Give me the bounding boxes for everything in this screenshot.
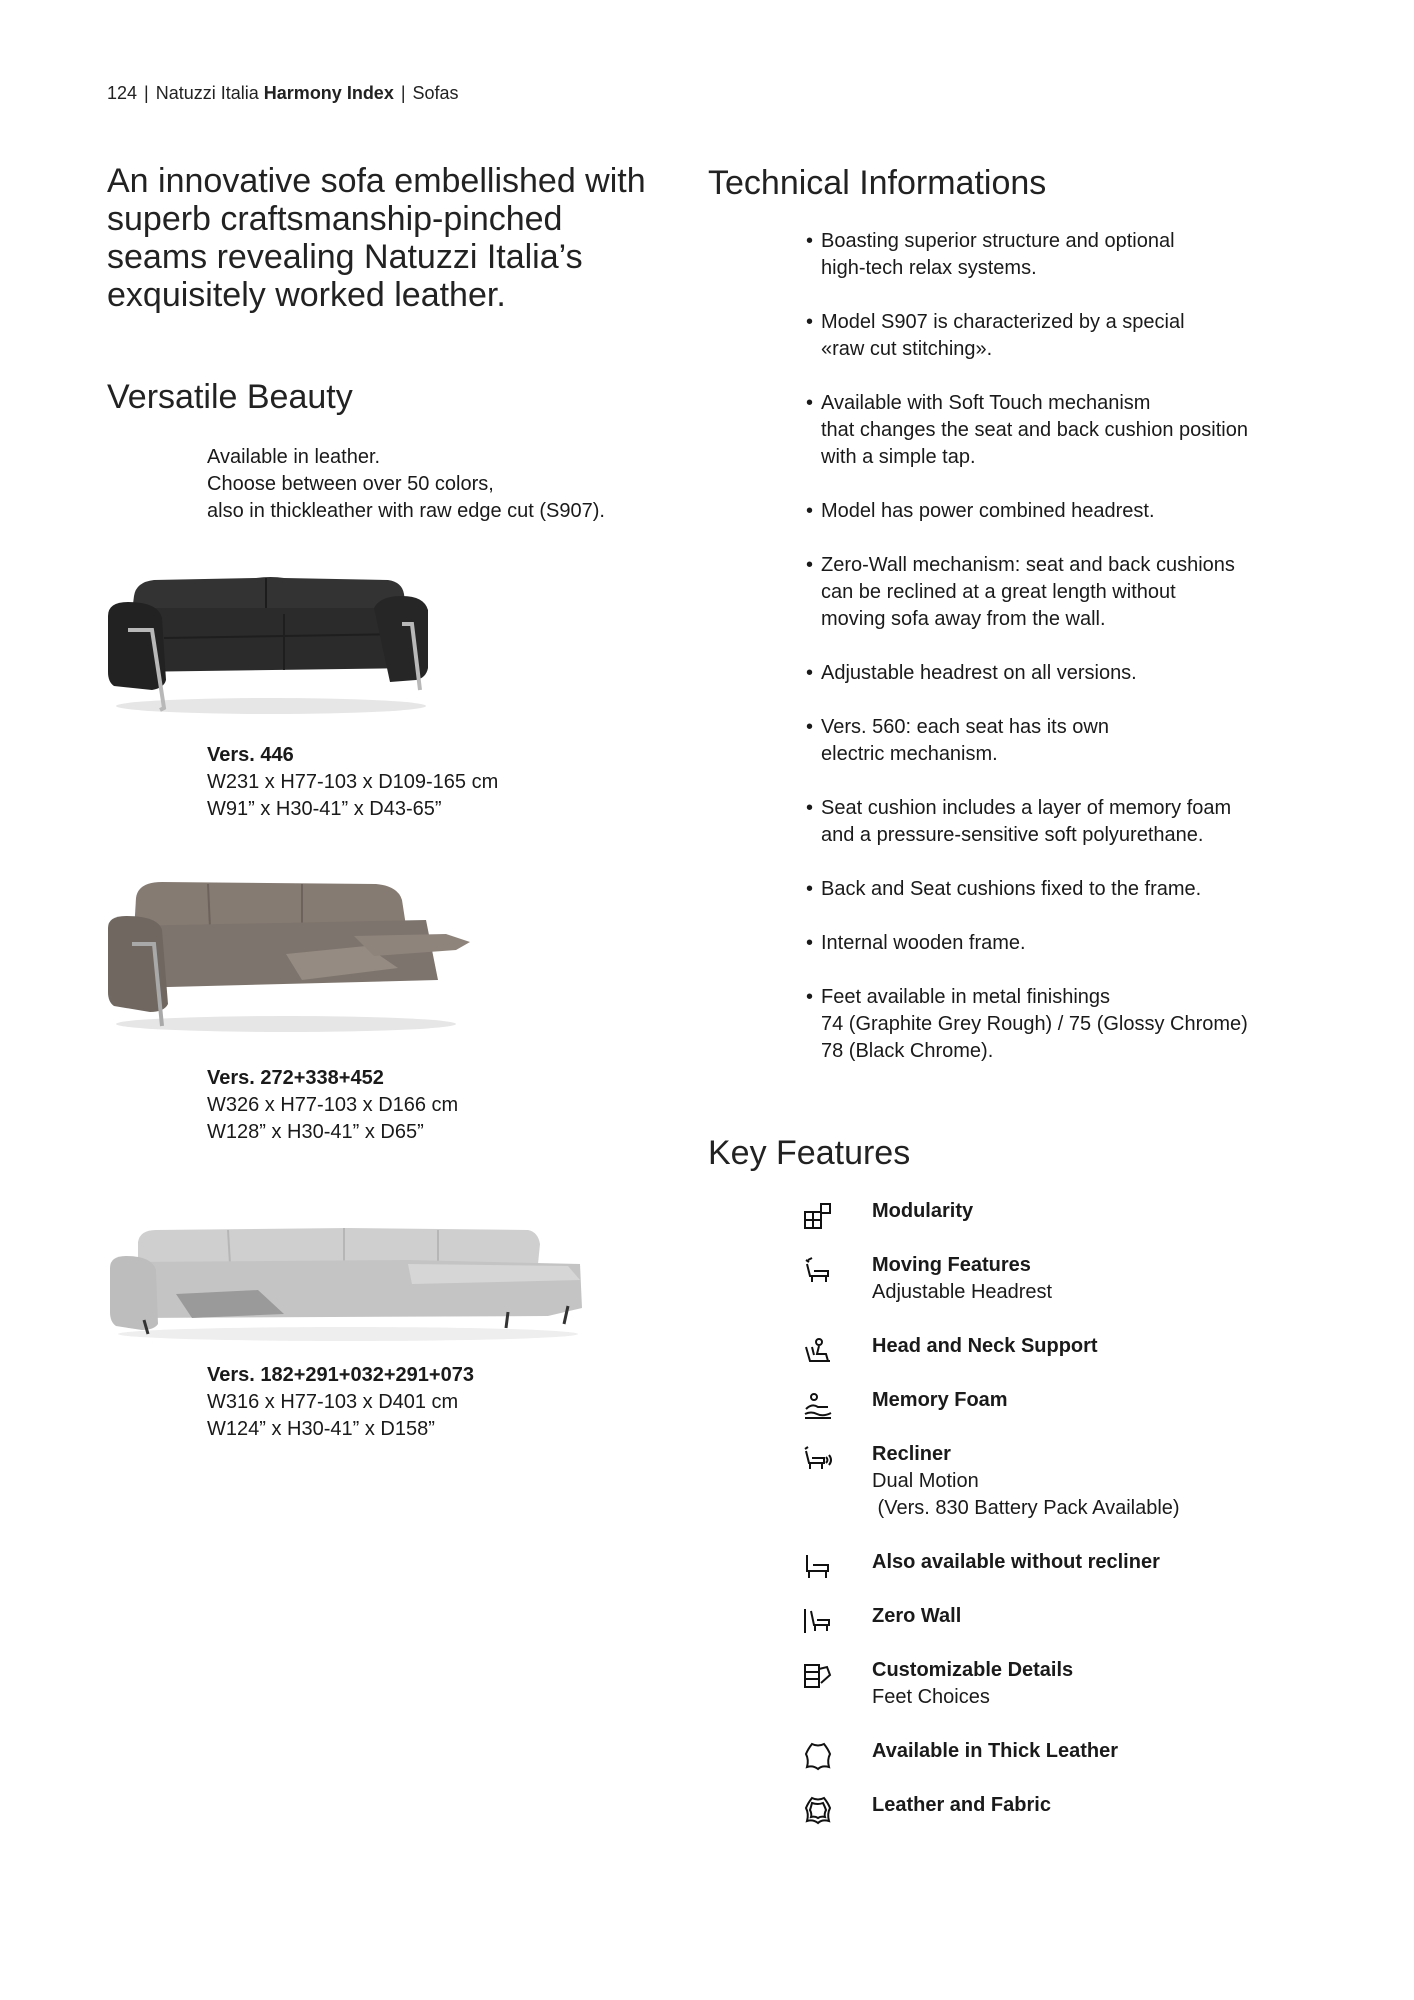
key-feature-subtitle: Dual Motion <box>872 1470 979 1492</box>
version-name: Vers. 272+338+452 <box>207 1067 384 1089</box>
technical-item-line: that changes the seat and back cushion position <box>821 419 1248 441</box>
section-name: Sofas <box>412 83 459 103</box>
key-feature-title: Memory Foam <box>872 1389 1008 1411</box>
key-feature-title: Available in Thick Leather <box>872 1740 1119 1762</box>
key-feature-title: Also available without recliner <box>872 1551 1160 1573</box>
key-feature-no-recliner <box>800 1549 1340 1576</box>
version-block <box>207 1065 458 1146</box>
version-name: Vers. 182+291+032+291+073 <box>207 1364 474 1386</box>
technical-item-line: • Vers. 560: each seat has its own <box>821 716 1109 738</box>
technical-list <box>806 228 1306 1092</box>
technical-item-line: • Available with Soft Touch mechanism <box>821 392 1151 414</box>
brand-name: Natuzzi Italia <box>155 83 259 103</box>
technical-item-line: «raw cut stitching». <box>821 338 993 360</box>
technical-item <box>806 930 1306 957</box>
key-features-title: Key Features <box>708 1134 911 1172</box>
version-dimensions-metric: W231 x H77-103 x D109-165 cm <box>207 771 499 793</box>
technical-informations-title: Technical Informations <box>708 164 1047 202</box>
technical-item <box>806 390 1306 471</box>
versatile-beauty-title: Versatile Beauty <box>107 378 353 416</box>
technical-item <box>806 498 1306 525</box>
intro-text: An innovative sofa embellished with superb craftsmanship-pinched seams revealing Natuzzi Italia’s exquisitely worked leather. <box>107 162 646 314</box>
key-feature-subtitle: Adjustable Headrest <box>872 1281 1053 1303</box>
zero-wall-icon <box>802 1605 834 1637</box>
key-feature-recliner <box>800 1441 1340 1522</box>
key-feature-thick-leather <box>800 1738 1340 1765</box>
technical-item <box>806 552 1306 633</box>
technical-item-line: • Boasting superior structure and optional <box>821 230 1175 252</box>
head-neck-support-icon <box>802 1335 834 1367</box>
key-feature-customizable <box>800 1657 1340 1711</box>
technical-item <box>806 714 1306 768</box>
technical-item-line: • Model has power combined headrest. <box>821 500 1155 522</box>
technical-item-line: • Model S907 is characterized by a special <box>821 311 1185 333</box>
versatile-beauty-line: Available in leather. <box>207 446 381 468</box>
technical-item <box>806 984 1306 1065</box>
version-dimensions-metric: W316 x H77-103 x D401 cm <box>207 1391 459 1413</box>
sofa-image-vers-182-291-032-291-073 <box>108 1224 584 1344</box>
key-features-list <box>800 1198 1340 1846</box>
key-feature-leather-fabric <box>800 1792 1340 1819</box>
thick-leather-icon <box>802 1740 834 1772</box>
modularity-icon <box>802 1200 834 1232</box>
key-feature-memory-foam <box>800 1387 1340 1414</box>
key-feature-title: Zero Wall <box>872 1605 962 1627</box>
key-feature-title: Leather and Fabric <box>872 1794 1051 1816</box>
technical-item <box>806 660 1306 687</box>
key-feature-zero-wall <box>800 1603 1340 1630</box>
key-feature-head-neck <box>800 1333 1340 1360</box>
versatile-beauty-body <box>207 444 605 525</box>
technical-item-line: 74 (Graphite Grey Rough) / 75 (Glossy Chrome) <box>821 1013 1248 1035</box>
key-feature-subtitle: (Vers. 830 Battery Pack Available) <box>872 1497 1180 1519</box>
version-dimensions-imperial: W124” x H30-41” x D158” <box>207 1418 435 1440</box>
page-number: 124 <box>107 83 138 103</box>
technical-item-line: and a pressure-sensitive soft polyurethane. <box>821 824 1204 846</box>
page-header: 124 | Natuzzi Italia Harmony Index | Sofas <box>107 83 459 103</box>
technical-item-line: • Seat cushion includes a layer of memory foam <box>821 797 1232 819</box>
technical-item-line: high-tech relax systems. <box>821 257 1037 279</box>
index-label: Harmony Index <box>263 83 394 103</box>
technical-item <box>806 228 1306 282</box>
technical-item-line: with a simple tap. <box>821 446 976 468</box>
version-block <box>207 1362 474 1443</box>
technical-item-line: electric mechanism. <box>821 743 998 765</box>
version-dimensions-imperial: W91” x H30-41” x D43-65” <box>207 798 442 820</box>
version-block <box>207 742 498 823</box>
key-feature-title: Head and Neck Support <box>872 1335 1098 1357</box>
key-feature-title: Customizable Details <box>872 1659 1074 1681</box>
key-feature-title: Moving Features <box>872 1254 1031 1276</box>
technical-item-line: • Zero-Wall mechanism: seat and back cushions <box>821 554 1235 576</box>
key-feature-subtitle: Feet Choices <box>872 1686 990 1708</box>
technical-item-line: • Feet available in metal finishings <box>821 986 1111 1008</box>
moving-features-icon <box>802 1254 834 1286</box>
technical-item-line: moving sofa away from the wall. <box>821 608 1106 630</box>
technical-item-line: • Internal wooden frame. <box>821 932 1026 954</box>
sofa-image-vers-272-338-452 <box>106 876 476 1036</box>
leather-fabric-icon <box>802 1794 834 1826</box>
version-name: Vers. 446 <box>207 744 294 766</box>
versatile-beauty-line: Choose between over 50 colors, <box>207 473 494 495</box>
technical-item <box>806 795 1306 849</box>
technical-item-line: • Adjustable headrest on all versions. <box>821 662 1137 684</box>
key-feature-title: Recliner <box>872 1443 951 1465</box>
technical-item-line: can be reclined at a great length without <box>821 581 1176 603</box>
key-feature-moving-features <box>800 1252 1340 1306</box>
version-dimensions-metric: W326 x H77-103 x D166 cm <box>207 1094 459 1116</box>
technical-item <box>806 876 1306 903</box>
key-feature-modularity <box>800 1198 1340 1225</box>
technical-item <box>806 309 1306 363</box>
key-feature-title: Modularity <box>872 1200 974 1222</box>
recliner-icon <box>802 1443 834 1475</box>
no-recliner-icon <box>802 1551 834 1583</box>
customizable-details-icon <box>802 1659 834 1691</box>
version-dimensions-imperial: W128” x H30-41” x D65” <box>207 1121 424 1143</box>
technical-item-line: • Back and Seat cushions fixed to the frame. <box>821 878 1202 900</box>
technical-item-line: 78 (Black Chrome). <box>821 1040 994 1062</box>
memory-foam-icon <box>802 1389 834 1421</box>
versatile-beauty-line: also in thickleather with raw edge cut (S907). <box>207 500 605 522</box>
sofa-image-vers-446 <box>106 568 436 718</box>
